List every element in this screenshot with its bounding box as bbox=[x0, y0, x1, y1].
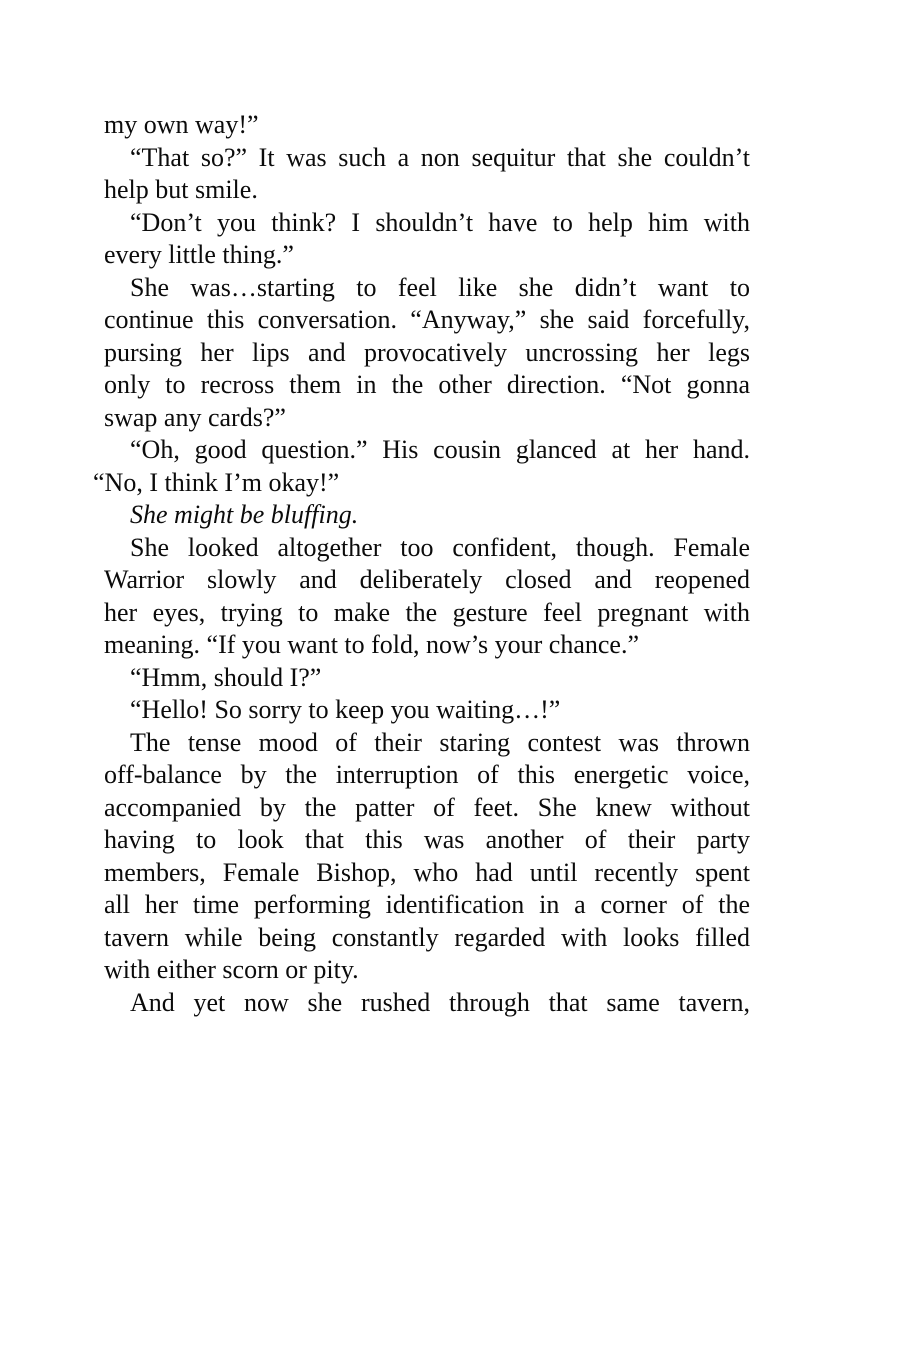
paragraph-italic bbox=[104, 499, 750, 532]
paragraph bbox=[104, 272, 750, 435]
text-line: continue this conversation. “Anyway,” she said forcefully, bbox=[104, 305, 750, 334]
text-line: having to look that this was another of their party bbox=[104, 825, 750, 854]
text-line: swap any cards?” bbox=[104, 402, 286, 432]
text-line: help but smile. bbox=[104, 175, 258, 204]
text-line: off-balance by the interruption of this energetic voice, bbox=[104, 760, 750, 789]
paragraph bbox=[104, 207, 750, 272]
text-line: with either scorn or pity. bbox=[104, 955, 359, 984]
text-line: her eyes, trying to make the gesture feel pregnant with bbox=[104, 597, 750, 627]
text-line: She looked altogether too confident, though. Female bbox=[130, 532, 750, 562]
text-line: members, Female Bishop, who had until recently spent bbox=[104, 857, 750, 887]
text-line: my own way!” bbox=[104, 110, 259, 139]
text-line: “That so?” It was such a non sequitur that she couldn’t bbox=[130, 142, 750, 172]
text-line: “No, I think I’m okay!” bbox=[93, 467, 340, 497]
paragraph bbox=[104, 109, 750, 142]
text-line: “Don’t you think? I shouldn’t have to help him with bbox=[130, 207, 750, 237]
text-line: The tense mood of their staring contest was thrown bbox=[130, 727, 750, 757]
text-line: She might be bluffing. bbox=[130, 500, 359, 529]
paragraph bbox=[104, 694, 750, 727]
text-line: every little thing.” bbox=[104, 240, 294, 269]
page-text bbox=[93, 109, 750, 1019]
paragraph bbox=[104, 142, 750, 207]
text-line: only to recross them in the other direction. “Not gonna bbox=[104, 370, 750, 399]
text-line: accompanied by the patter of feet. She knew without bbox=[104, 792, 750, 822]
text-line: She was…starting to feel like she didn’t want to bbox=[130, 272, 750, 302]
paragraph bbox=[104, 727, 750, 987]
text-line: Warrior slowly and deliberately closed and reopened bbox=[104, 565, 750, 594]
text-line: And yet now she rushed through that same tavern, bbox=[130, 987, 750, 1017]
text-line: pursing her lips and provocatively uncrossing her legs bbox=[104, 337, 750, 367]
text-line: all her time performing identification in a corner of the bbox=[104, 890, 750, 919]
paragraph bbox=[104, 987, 750, 1020]
text-line: meaning. “If you want to fold, now’s your chance.” bbox=[104, 630, 640, 659]
text-line: tavern while being constantly regarded with looks filled bbox=[104, 922, 750, 952]
paragraph bbox=[93, 434, 750, 499]
paragraph bbox=[104, 532, 750, 662]
text-line: “Hmm, should I?” bbox=[130, 662, 322, 692]
text-line: “Oh, good question.” His cousin glanced at her hand. bbox=[130, 435, 750, 464]
text-line: “Hello! So sorry to keep you waiting…!” bbox=[130, 695, 561, 724]
paragraph bbox=[104, 662, 750, 695]
